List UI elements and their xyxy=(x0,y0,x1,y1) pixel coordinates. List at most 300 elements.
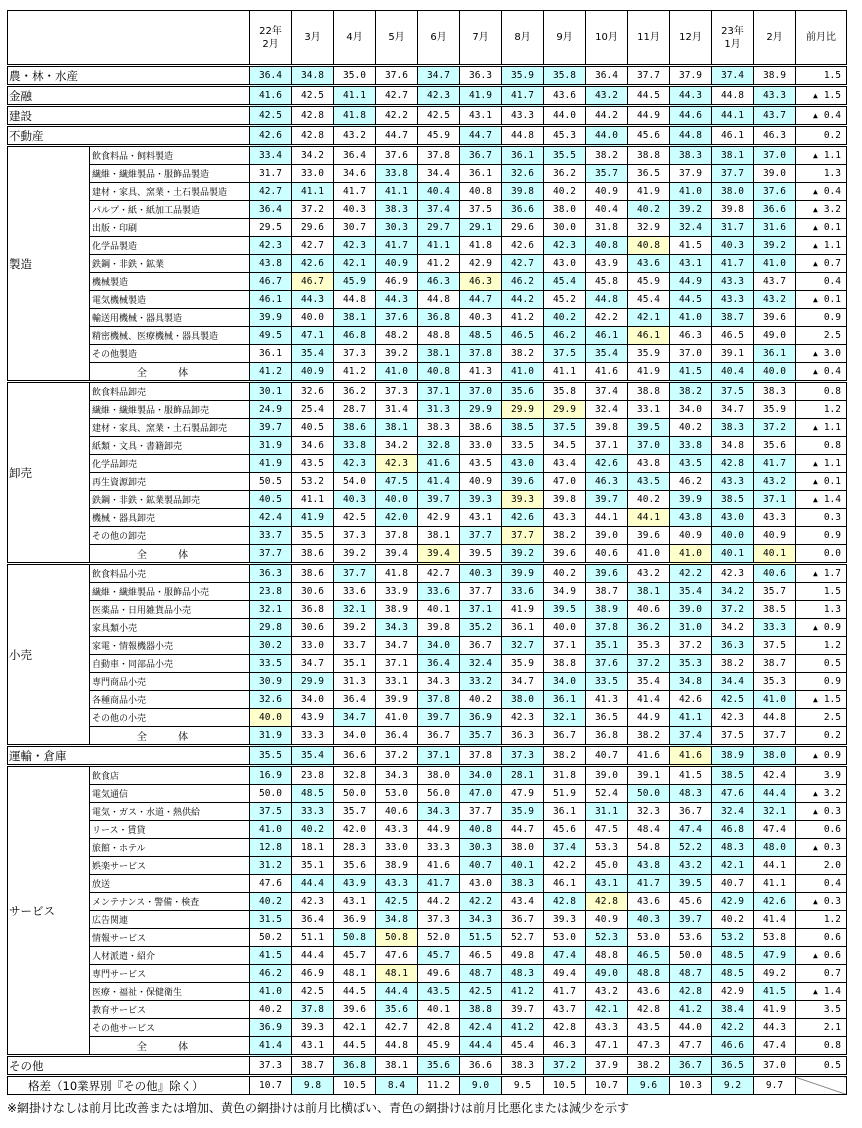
change-value: 1.2 xyxy=(823,640,841,651)
value-cell: 41.7 xyxy=(502,86,544,106)
value-cell: 33.6 xyxy=(418,583,460,601)
value-cell: 48.2 xyxy=(376,327,418,345)
change-value: 1.4 xyxy=(823,986,841,997)
value-cell: 44.8 xyxy=(670,126,712,146)
value-cell: 46.5 xyxy=(712,327,754,345)
value-cell: 38.3 xyxy=(712,419,754,437)
column-header: 8月 xyxy=(502,11,544,66)
value-cell: 38.0 xyxy=(544,201,586,219)
value-cell: 37.2 xyxy=(544,1056,586,1076)
value-cell: 35.6 xyxy=(754,437,796,455)
table-row xyxy=(8,509,847,527)
subcategory-label: 各種商品小売 xyxy=(90,691,250,709)
value-cell: 41.2 xyxy=(334,363,376,382)
table-row xyxy=(8,473,847,491)
value-cell: 42.2 xyxy=(460,893,502,911)
value-cell: 38.2 xyxy=(628,1056,670,1076)
value-cell: 45.7 xyxy=(334,947,376,965)
decrease-triangle-icon: ▲ xyxy=(813,91,818,100)
value-cell: 37.1 xyxy=(460,601,502,619)
value-cell: 33.6 xyxy=(502,583,544,601)
value-cell: 8.4 xyxy=(376,1076,418,1095)
decrease-triangle-icon: ▲ xyxy=(813,241,818,250)
change-cell xyxy=(796,619,847,637)
value-cell: 36.5 xyxy=(628,165,670,183)
change-cell xyxy=(796,327,847,345)
value-cell: 46.1 xyxy=(586,327,628,345)
value-cell: 40.9 xyxy=(586,183,628,201)
value-cell: 41.0 xyxy=(754,255,796,273)
value-cell: 35.7 xyxy=(586,165,628,183)
value-cell: 41.1 xyxy=(418,237,460,255)
value-cell: 35.3 xyxy=(628,637,670,655)
value-cell: 48.1 xyxy=(334,965,376,983)
value-cell: 50.8 xyxy=(334,929,376,947)
value-cell: 53.2 xyxy=(292,473,334,491)
value-cell: 30.6 xyxy=(292,583,334,601)
value-cell: 10.5 xyxy=(334,1076,376,1095)
value-cell: 40.8 xyxy=(586,237,628,255)
value-cell: 32.6 xyxy=(292,382,334,401)
change-cell xyxy=(796,857,847,875)
total-label: 全 体 xyxy=(90,363,250,382)
value-cell: 25.4 xyxy=(292,401,334,419)
value-cell: 37.1 xyxy=(418,746,460,766)
value-cell: 31.4 xyxy=(376,401,418,419)
value-cell: 41.0 xyxy=(376,363,418,382)
value-cell: 43.3 xyxy=(754,509,796,527)
change-cell xyxy=(796,1037,847,1056)
value-cell: 40.2 xyxy=(250,893,292,911)
value-cell: 46.5 xyxy=(628,947,670,965)
change-value: 0.9 xyxy=(823,750,841,761)
value-cell: 34.0 xyxy=(460,766,502,785)
value-cell: 39.2 xyxy=(376,345,418,363)
change-cell xyxy=(796,146,847,165)
value-cell: 31.6 xyxy=(754,219,796,237)
decrease-triangle-icon: ▲ xyxy=(813,349,818,358)
table-row xyxy=(8,911,847,929)
value-cell: 43.3 xyxy=(754,86,796,106)
value-cell: 48.7 xyxy=(460,965,502,983)
value-cell: 46.5 xyxy=(460,947,502,965)
value-cell: 42.8 xyxy=(670,983,712,1001)
value-cell: 9.6 xyxy=(628,1076,670,1095)
value-cell: 32.9 xyxy=(628,219,670,237)
change-cell xyxy=(796,66,847,86)
value-cell: 36.2 xyxy=(544,165,586,183)
value-cell: 38.5 xyxy=(712,766,754,785)
change-value: 1.1 xyxy=(823,150,841,161)
value-cell: 43.3 xyxy=(712,273,754,291)
category-label: サービス xyxy=(8,766,90,1056)
value-cell: 46.8 xyxy=(712,821,754,839)
change-cell xyxy=(796,419,847,437)
value-cell: 30.2 xyxy=(250,637,292,655)
change-cell xyxy=(796,983,847,1001)
change-cell xyxy=(796,727,847,746)
change-cell-empty xyxy=(796,1076,847,1095)
value-cell: 41.7 xyxy=(418,875,460,893)
value-cell: 45.9 xyxy=(334,273,376,291)
value-cell: 32.6 xyxy=(250,691,292,709)
value-cell: 37.0 xyxy=(460,382,502,401)
value-cell: 34.7 xyxy=(502,673,544,691)
value-cell: 47.4 xyxy=(670,821,712,839)
value-cell: 39.7 xyxy=(670,911,712,929)
value-cell: 38.1 xyxy=(376,1056,418,1076)
value-cell: 39.5 xyxy=(628,419,670,437)
table-row xyxy=(8,382,847,401)
value-cell: 42.8 xyxy=(292,126,334,146)
value-cell: 43.2 xyxy=(670,857,712,875)
value-cell: 42.8 xyxy=(586,893,628,911)
change-value: 0.4 xyxy=(823,276,841,287)
value-cell: 41.1 xyxy=(334,86,376,106)
value-cell: 9.5 xyxy=(502,1076,544,1095)
value-cell: 41.0 xyxy=(250,983,292,1001)
value-cell: 35.9 xyxy=(502,655,544,673)
value-cell: 37.5 xyxy=(250,803,292,821)
value-cell: 41.9 xyxy=(460,86,502,106)
decrease-triangle-icon: ▲ xyxy=(813,623,818,632)
value-cell: 46.1 xyxy=(628,327,670,345)
value-cell: 46.2 xyxy=(250,965,292,983)
value-cell: 42.1 xyxy=(586,1001,628,1019)
value-cell: 35.9 xyxy=(502,66,544,86)
value-cell: 48.5 xyxy=(712,947,754,965)
change-cell xyxy=(796,839,847,857)
total-row xyxy=(8,1037,847,1056)
value-cell: 44.5 xyxy=(334,1037,376,1056)
value-cell: 43.1 xyxy=(292,1037,334,1056)
table-row xyxy=(8,327,847,345)
table-row xyxy=(8,766,847,785)
value-cell: 46.7 xyxy=(250,273,292,291)
value-cell: 42.8 xyxy=(712,455,754,473)
value-cell: 47.6 xyxy=(250,875,292,893)
change-cell xyxy=(796,673,847,691)
value-cell: 42.1 xyxy=(334,1019,376,1037)
value-cell: 33.0 xyxy=(460,437,502,455)
value-cell: 36.7 xyxy=(460,146,502,165)
subcategory-label: 繊維・繊維製品・服飾品小売 xyxy=(90,583,250,601)
change-value: 0.2 xyxy=(823,130,841,141)
value-cell: 37.0 xyxy=(670,345,712,363)
value-cell: 37.3 xyxy=(418,911,460,929)
value-cell: 36.7 xyxy=(418,727,460,746)
value-cell: 28.1 xyxy=(502,766,544,785)
value-cell: 41.0 xyxy=(628,545,670,564)
value-cell: 53.6 xyxy=(670,929,712,947)
value-cell: 45.6 xyxy=(670,893,712,911)
change-value: 0.6 xyxy=(823,950,841,961)
value-cell: 41.5 xyxy=(250,947,292,965)
value-cell: 42.3 xyxy=(334,237,376,255)
value-cell: 41.0 xyxy=(670,545,712,564)
value-cell: 35.7 xyxy=(334,803,376,821)
value-cell: 40.5 xyxy=(292,419,334,437)
value-cell: 38.5 xyxy=(502,419,544,437)
change-cell xyxy=(796,527,847,545)
column-header: 2月 xyxy=(754,11,796,66)
value-cell: 43.5 xyxy=(628,1019,670,1037)
value-cell: 35.1 xyxy=(586,637,628,655)
value-cell: 40.2 xyxy=(544,309,586,327)
value-cell: 40.2 xyxy=(460,691,502,709)
value-cell: 41.0 xyxy=(502,363,544,382)
decrease-triangle-icon: ▲ xyxy=(813,843,818,852)
value-cell: 43.0 xyxy=(544,255,586,273)
subcategory-label: 家電・情報機器小売 xyxy=(90,637,250,655)
value-cell: 38.0 xyxy=(712,183,754,201)
value-cell: 50.8 xyxy=(376,929,418,947)
table-row xyxy=(8,86,847,106)
value-cell: 38.7 xyxy=(586,583,628,601)
value-cell: 42.3 xyxy=(544,237,586,255)
value-cell: 34.3 xyxy=(418,673,460,691)
value-cell: 38.0 xyxy=(502,839,544,857)
change-value: 0.7 xyxy=(823,968,841,979)
value-cell: 44.9 xyxy=(418,821,460,839)
change-value: 1.3 xyxy=(823,604,841,615)
row-label: 運輸・倉庫 xyxy=(8,746,250,766)
change-value: 0.7 xyxy=(823,258,841,269)
value-cell: 32.1 xyxy=(544,709,586,727)
value-cell: 39.3 xyxy=(460,491,502,509)
value-cell: 40.2 xyxy=(670,419,712,437)
value-cell: 35.2 xyxy=(460,619,502,637)
change-cell xyxy=(796,785,847,803)
value-cell: 46.3 xyxy=(544,1037,586,1056)
value-cell: 43.1 xyxy=(334,893,376,911)
value-cell: 41.7 xyxy=(712,255,754,273)
value-cell: 31.9 xyxy=(250,727,292,746)
value-cell: 37.3 xyxy=(334,527,376,545)
value-cell: 39.1 xyxy=(628,766,670,785)
value-cell: 42.6 xyxy=(292,255,334,273)
value-cell: 43.1 xyxy=(460,106,502,126)
value-cell: 53.3 xyxy=(586,839,628,857)
value-cell: 39.5 xyxy=(544,601,586,619)
industry-index-table xyxy=(7,10,847,1095)
decrease-triangle-icon: ▲ xyxy=(813,151,818,160)
change-cell xyxy=(796,911,847,929)
value-cell: 38.7 xyxy=(754,655,796,673)
value-cell: 37.4 xyxy=(418,201,460,219)
value-cell: 42.5 xyxy=(250,106,292,126)
value-cell: 39.2 xyxy=(502,545,544,564)
change-value: 1.5 xyxy=(823,586,841,597)
value-cell: 36.4 xyxy=(586,66,628,86)
value-cell: 41.6 xyxy=(250,86,292,106)
value-cell: 45.9 xyxy=(418,1037,460,1056)
change-value: 3.5 xyxy=(823,1004,841,1015)
value-cell: 41.6 xyxy=(418,857,460,875)
value-cell: 34.0 xyxy=(670,401,712,419)
change-value: 0.3 xyxy=(823,896,841,907)
row-label: 金融 xyxy=(8,86,250,106)
value-cell: 42.2 xyxy=(544,857,586,875)
value-cell: 37.2 xyxy=(754,419,796,437)
value-cell: 38.2 xyxy=(544,746,586,766)
value-cell: 35.5 xyxy=(250,746,292,766)
value-cell: 45.4 xyxy=(628,291,670,309)
value-cell: 34.2 xyxy=(292,146,334,165)
change-value: 1.3 xyxy=(823,168,841,179)
value-cell: 33.3 xyxy=(418,839,460,857)
value-cell: 47.5 xyxy=(376,473,418,491)
value-cell: 42.5 xyxy=(334,509,376,527)
value-cell: 41.9 xyxy=(502,601,544,619)
subcategory-label: 飲食料品・飼料製造 xyxy=(90,146,250,165)
change-cell xyxy=(796,345,847,363)
value-cell: 40.7 xyxy=(460,857,502,875)
value-cell: 47.3 xyxy=(628,1037,670,1056)
value-cell: 42.8 xyxy=(544,893,586,911)
value-cell: 28.7 xyxy=(334,401,376,419)
change-cell xyxy=(796,255,847,273)
change-cell xyxy=(796,509,847,527)
change-value: 0.1 xyxy=(823,476,841,487)
subcategory-label: 放送 xyxy=(90,875,250,893)
subcategory-label: 精密機械、医療機械・器具製造 xyxy=(90,327,250,345)
value-cell: 34.3 xyxy=(376,619,418,637)
value-cell: 38.9 xyxy=(376,857,418,875)
value-cell: 34.5 xyxy=(544,437,586,455)
value-cell: 39.9 xyxy=(502,564,544,583)
value-cell: 37.8 xyxy=(460,746,502,766)
value-cell: 42.9 xyxy=(712,983,754,1001)
value-cell: 42.2 xyxy=(376,106,418,126)
change-value: 0.3 xyxy=(823,842,841,853)
value-cell: 38.0 xyxy=(502,691,544,709)
change-cell xyxy=(796,746,847,766)
value-cell: 38.1 xyxy=(418,345,460,363)
value-cell: 41.1 xyxy=(292,183,334,201)
value-cell: 41.9 xyxy=(250,455,292,473)
value-cell: 44.5 xyxy=(334,983,376,1001)
value-cell: 36.1 xyxy=(460,165,502,183)
value-cell: 39.4 xyxy=(376,545,418,564)
value-cell: 39.6 xyxy=(334,1001,376,1019)
value-cell: 50.0 xyxy=(628,785,670,803)
change-value: 2.5 xyxy=(823,712,841,723)
change-value: 0.3 xyxy=(823,806,841,817)
value-cell: 39.4 xyxy=(418,545,460,564)
column-header: 6月 xyxy=(418,11,460,66)
table-row xyxy=(8,146,847,165)
value-cell: 41.5 xyxy=(754,983,796,1001)
value-cell: 41.1 xyxy=(670,709,712,727)
value-cell: 40.9 xyxy=(460,473,502,491)
value-cell: 53.8 xyxy=(754,929,796,947)
value-cell: 36.1 xyxy=(502,619,544,637)
table-row xyxy=(8,983,847,1001)
value-cell: 42.5 xyxy=(376,893,418,911)
change-cell xyxy=(796,601,847,619)
value-cell: 38.3 xyxy=(754,382,796,401)
value-cell: 39.3 xyxy=(292,1019,334,1037)
value-cell: 41.1 xyxy=(754,875,796,893)
value-cell: 40.3 xyxy=(460,309,502,327)
subcategory-label: 化学品製造 xyxy=(90,237,250,255)
value-cell: 38.6 xyxy=(292,545,334,564)
value-cell: 43.9 xyxy=(292,709,334,727)
value-cell: 47.6 xyxy=(376,947,418,965)
value-cell: 46.3 xyxy=(460,273,502,291)
row-label: 建設 xyxy=(8,106,250,126)
change-cell xyxy=(796,291,847,309)
value-cell: 51.9 xyxy=(544,785,586,803)
value-cell: 37.5 xyxy=(460,201,502,219)
change-value: 1.1 xyxy=(823,458,841,469)
value-cell: 54.8 xyxy=(628,839,670,857)
value-cell: 36.5 xyxy=(586,709,628,727)
value-cell: 37.3 xyxy=(376,382,418,401)
value-cell: 36.9 xyxy=(250,1019,292,1037)
value-cell: 45.2 xyxy=(544,291,586,309)
value-cell: 42.7 xyxy=(292,237,334,255)
value-cell: 33.0 xyxy=(292,637,334,655)
value-cell: 35.8 xyxy=(544,382,586,401)
value-cell: 43.9 xyxy=(586,255,628,273)
value-cell: 31.0 xyxy=(670,619,712,637)
value-cell: 42.6 xyxy=(502,509,544,527)
change-cell xyxy=(796,821,847,839)
value-cell: 36.5 xyxy=(712,1056,754,1076)
subcategory-label: 娯楽サービス xyxy=(90,857,250,875)
value-cell: 29.9 xyxy=(544,401,586,419)
value-cell: 36.2 xyxy=(628,619,670,637)
column-header: 7月 xyxy=(460,11,502,66)
value-cell: 33.4 xyxy=(250,146,292,165)
value-cell: 41.0 xyxy=(670,309,712,327)
value-cell: 47.6 xyxy=(712,785,754,803)
value-cell: 41.0 xyxy=(670,183,712,201)
value-cell: 30.9 xyxy=(250,673,292,691)
value-cell: 44.8 xyxy=(712,86,754,106)
value-cell: 37.3 xyxy=(502,746,544,766)
decrease-triangle-icon: ▲ xyxy=(813,295,818,304)
value-cell: 42.6 xyxy=(502,237,544,255)
value-cell: 48.4 xyxy=(628,821,670,839)
value-cell: 48.8 xyxy=(586,947,628,965)
subcategory-label: 電気・ガス・水道・熱供給 xyxy=(90,803,250,821)
value-cell: 42.3 xyxy=(376,455,418,473)
total-label: 全 体 xyxy=(90,727,250,746)
value-cell: 31.5 xyxy=(250,911,292,929)
decrease-triangle-icon: ▲ xyxy=(813,695,818,704)
value-cell: 33.3 xyxy=(754,619,796,637)
value-cell: 23.8 xyxy=(292,766,334,785)
value-cell: 46.8 xyxy=(334,327,376,345)
table-row xyxy=(8,637,847,655)
total-label: 全 体 xyxy=(90,545,250,564)
value-cell: 36.9 xyxy=(460,709,502,727)
value-cell: 35.8 xyxy=(544,66,586,86)
value-cell: 43.5 xyxy=(418,983,460,1001)
value-cell: 34.6 xyxy=(334,165,376,183)
value-cell: 33.3 xyxy=(292,727,334,746)
value-cell: 31.2 xyxy=(250,857,292,875)
value-cell: 38.2 xyxy=(712,655,754,673)
value-cell: 39.3 xyxy=(502,491,544,509)
subcategory-label: 再生資源卸売 xyxy=(90,473,250,491)
value-cell: 38.0 xyxy=(754,746,796,766)
change-value: 1.7 xyxy=(823,568,841,579)
value-cell: 40.1 xyxy=(502,857,544,875)
